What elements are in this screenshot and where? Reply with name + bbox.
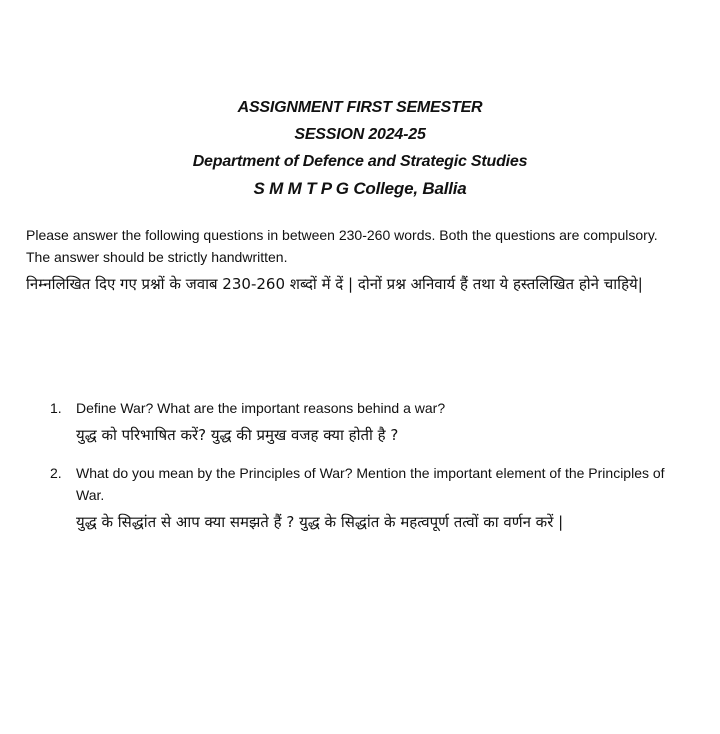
college-name: S M M T P G College, Ballia bbox=[253, 179, 467, 198]
instructions-hindi: निम्नलिखित दिए गए प्रश्नों के जवाब 230-260 शब्दों में दें | दोनों प्रश्न अनिवार्य हैं तथा ये हस्तलिखित होने चाहिये| bbox=[26, 275, 643, 293]
department-name: Department of Defence and Strategic Studies bbox=[192, 153, 528, 170]
instructions-english: Please answer the following questions in between 230-260 words. Both the questions are compulsory. The answer should be strictly handwritten. bbox=[26, 227, 658, 265]
session-label: SESSION 2024-25 bbox=[294, 126, 426, 143]
question-list bbox=[50, 397, 670, 549]
question-item-2 bbox=[50, 462, 670, 537]
document-header bbox=[0, 94, 720, 202]
instructions-block bbox=[26, 224, 666, 299]
question-item-1 bbox=[50, 397, 670, 450]
question-text-hindi: युद्ध के सिद्धांत से आप क्या समझते हैं ? युद्ध के सिद्धांत के महत्वपूर्ण तत्वों का वर्णन करें | bbox=[76, 513, 564, 531]
question-number: 1. bbox=[50, 400, 62, 416]
assignment-title: ASSIGNMENT FIRST SEMESTER bbox=[237, 99, 483, 116]
question-text-hindi: युद्ध को परिभाषित करें? युद्ध की प्रमुख वजह क्या होती है ? bbox=[76, 426, 399, 444]
question-text-english: Define War? What are the important reasons behind a war? bbox=[76, 400, 446, 416]
question-text-english: What do you mean by the Principles of War? Mention the important element of the Principles of War. bbox=[76, 465, 665, 503]
question-number: 2. bbox=[50, 465, 62, 481]
